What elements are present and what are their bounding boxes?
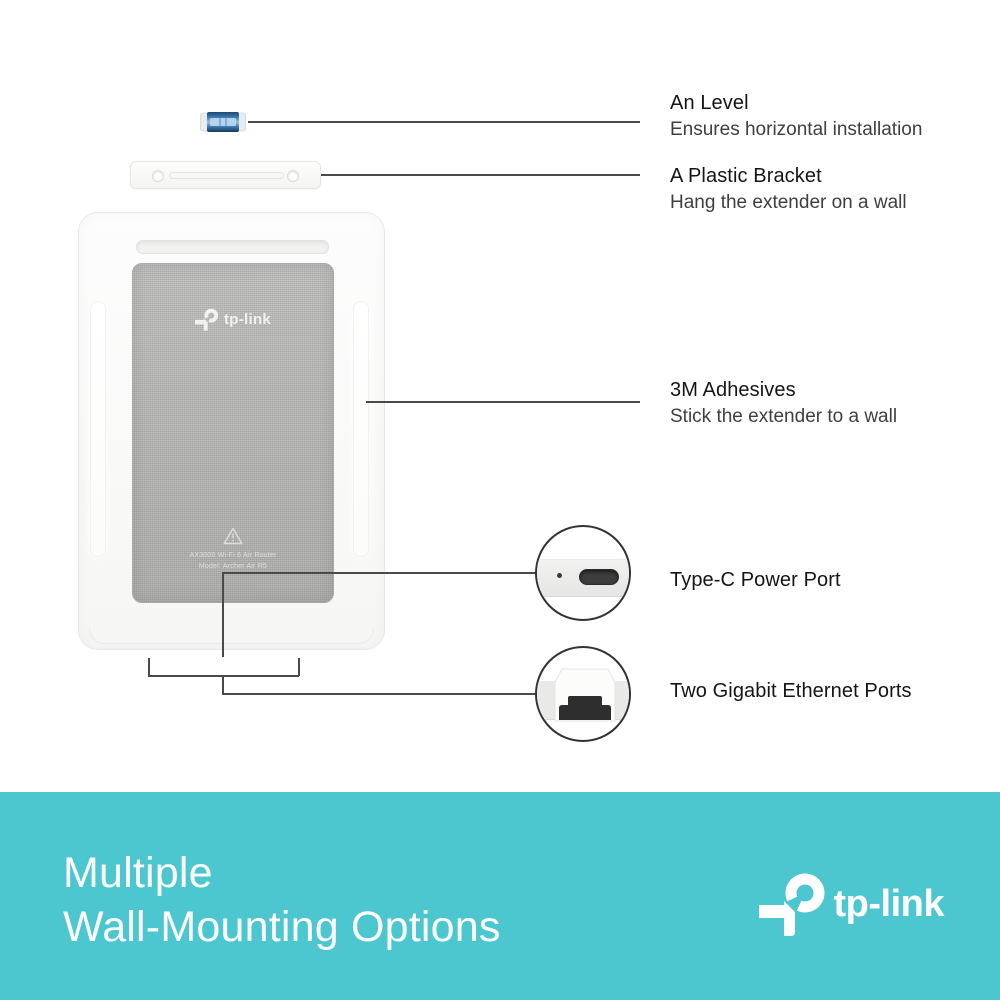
device-brand-text: tp-link [223,311,272,328]
callout-desc-bracket: Hang the extender on a wall [670,192,907,213]
callout-desc-level: Ensures horizontal installation [670,119,923,140]
leader-line-adhesives [366,401,640,403]
bracket-screw-hole [152,170,164,182]
adhesive-strip-right [353,301,369,557]
ethernet-bracket-right-tick [298,658,300,676]
plastic-bracket [130,161,321,189]
banner-heading-line2: Wall-Mounting Options [63,903,501,951]
bracket-slot [169,172,284,179]
tp-link-wordmark: tp-link [833,882,944,925]
tp-link-mark-icon [759,872,827,936]
bottom-banner [0,792,1000,1000]
callout-type-c [670,567,841,593]
device-hanging-slot [136,240,329,254]
tp-link-logo [759,872,944,936]
ethernet-port-icon [537,648,631,742]
callout-title-bracket: A Plastic Bracket [670,165,822,187]
leader-line-level [248,121,640,123]
caution-block [133,527,333,572]
banner-heading [63,846,501,954]
ethernet-bracket-left-tick [148,658,150,676]
bracket-screw-hole [287,170,299,182]
callout-ethernet [670,678,912,704]
callout-level [670,90,922,143]
leader-line-ethernet [222,693,537,695]
tp-link-mark-icon [195,308,219,331]
fabric-panel [132,263,334,603]
adhesive-strip-left [90,301,106,557]
caution-text-line2: Model: Archer Air R5 [198,563,268,570]
caution-text-line1: AX3000 Wi-Fi 6 Air Router [189,552,277,559]
device-base-seam [89,628,374,644]
caution-icon [223,527,243,545]
callout-title-ethernet: Two Gigabit Ethernet Ports [670,680,912,702]
ethernet-bracket-bar [148,675,299,677]
callout-desc-adhesives: Stick the extender to a wall [670,406,898,427]
callout-title-adhesives: 3M Adhesives [670,379,796,401]
callout-title-level: An Level [670,92,749,114]
ethernet-bracket-stem [222,676,224,694]
device-brand-logo [133,308,333,331]
leader-line-bracket [321,174,640,176]
leader-line-typec-vertical [222,573,224,657]
banner-heading-line1: Multiple [63,849,213,897]
leader-line-typec [222,572,537,574]
callout-bracket [670,163,907,216]
type-c-port-inset [535,525,631,621]
callout-title-type-c: Type-C Power Port [670,569,841,591]
callout-adhesives [670,377,897,430]
reset-pinhole [557,573,562,578]
extender-device [78,212,385,650]
level-tool-icon [200,111,246,133]
usb-c-port-icon [579,569,619,585]
ethernet-port-inset [535,646,631,742]
